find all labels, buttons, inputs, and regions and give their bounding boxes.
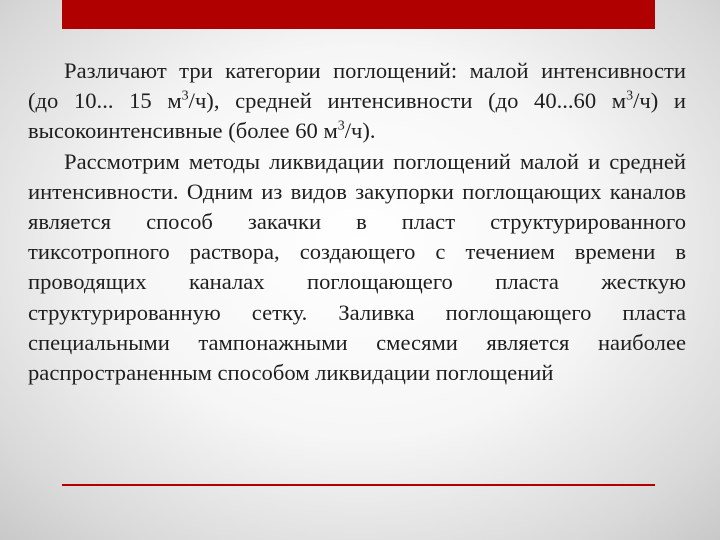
text-segment: Различают три категории поглощений: малой интенсивности (до 10... 15 м [28, 58, 686, 114]
slide-body [28, 56, 686, 388]
superscript: 3 [181, 88, 189, 104]
text-segment: /ч) и высокоинтенсивные (более 60 м [28, 88, 686, 144]
text-segment: /ч). [344, 118, 376, 144]
superscript: 3 [626, 88, 634, 104]
bottom-accent-line [62, 484, 655, 486]
text-segment: /ч), средней интенсивности (до 40...60 м [188, 88, 627, 114]
paragraph-absorption-categories [28, 56, 686, 147]
top-accent-bar [62, 0, 655, 29]
superscript: 3 [337, 119, 345, 134]
paragraph-elimination-methods: Рассмотрим методы ликвидации поглощений малой и средней интенсивности. Одним из видов закупорки поглощающих каналов является способ закачки в пласт структурированного тиксотропного раствора, создающего с течением времени в проводящих каналах поглощающего пласта жесткую структурированную сетку. Заливка поглощающего пласта специальными тампонажными смесями является наиболее распространенным способом ликвидации поглощений [28, 148, 686, 386]
